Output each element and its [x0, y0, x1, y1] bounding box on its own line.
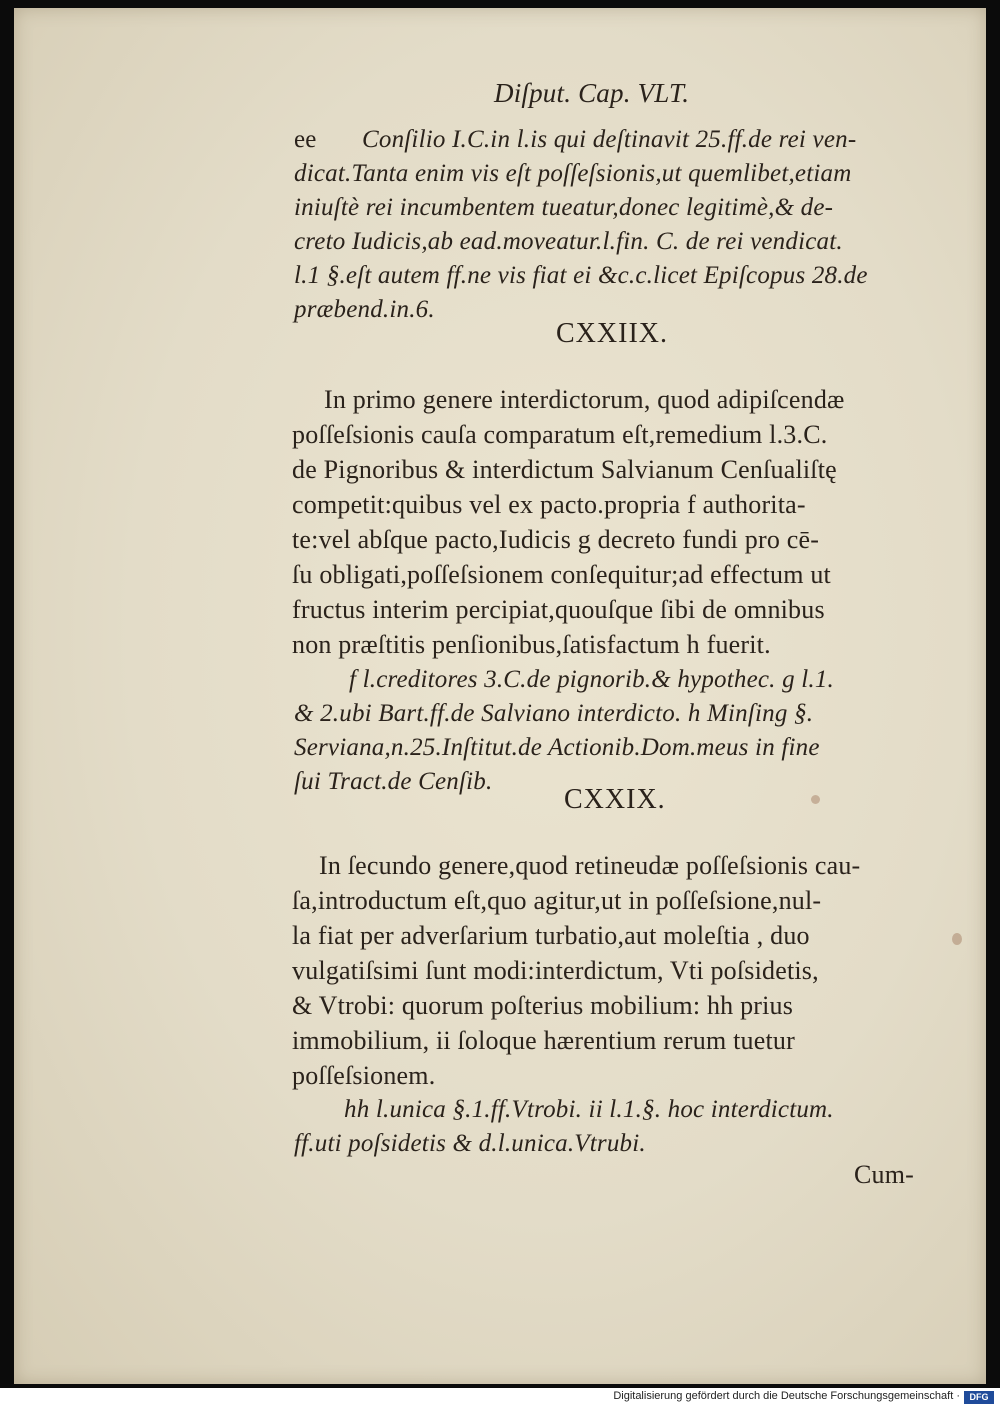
paper-stain [811, 795, 820, 804]
body-line: poſſeſsionis cauſa comparatum eſt,remedium l.3.C. [292, 420, 828, 449]
body-line: vulgatiſsimi ſunt modi:interdictum, Vti poſsidetis, [292, 956, 819, 985]
body-line: ſa,introductum eſt,quo agitur,ut in poſſeſsione,nul- [292, 886, 822, 915]
body-line: fructus interim percipiat,quouſque ſibi de omnibus [292, 595, 825, 624]
section-number: CXXIIX. [556, 318, 668, 349]
note-line: l.1 §.eſt autem ff.ne vis fiat ei &c.c.licet Epiſcopus 28.de [294, 262, 868, 289]
catchword: Cum- [854, 1160, 915, 1189]
footnote-line: ff.uti poſsidetis & d.l.unica.Vtrubi. [294, 1130, 646, 1157]
note-line: dicat.Tanta enim vis eſt poſſeſsionis,ut quemlibet,etiam [294, 160, 852, 187]
body-line: competit:quibus vel ex pacto.propria f authorita- [292, 490, 806, 519]
paper-stain [952, 933, 962, 945]
body-line: & Vtrobi: quorum poſterius mobilium: hh prius [292, 991, 794, 1020]
note-line: præbend.in.6. [294, 296, 435, 323]
book-page [14, 8, 986, 1384]
note-line: creto Iudicis,ab ead.moveatur.l.fin. C. de rei vendicat. [294, 228, 843, 255]
body-line: de Pignoribus & interdictum Salvianum Cenſualiſtę [292, 455, 837, 484]
body-line: la fiat per adverſarium turbatio,aut moleſtia , duo [292, 921, 810, 950]
note-marker: ee [294, 126, 317, 153]
footnote-line: Serviana,n.25.Inſtitut.de Actionib.Dom.meus in fine [294, 734, 820, 761]
body-line: non præſtitis penſionibus,ſatisfactum h fuerit. [292, 630, 771, 659]
funding-credit: Digitalisierung gefördert durch die Deutsche Forschungsgemeinschaft · [613, 1390, 960, 1402]
body-line: In primo genere interdictorum, quod adipiſcendæ [324, 385, 845, 414]
body-line: te:vel abſque pacto,Iudicis g decreto fundi pro cē- [292, 525, 820, 554]
note-line: iniuſtè rei incumbentem tueatur,donec legitimè,& de- [294, 194, 834, 221]
footnote-line: & 2.ubi Bart.ff.de Salviano interdicto. h Minſing §. [294, 700, 814, 727]
body-line: ſu obligati,poſſeſsionem conſequitur;ad effectum ut [292, 560, 831, 589]
footnote-line: ſui Tract.de Cenſib. [294, 768, 493, 795]
body-line: poſſeſsionem. [292, 1061, 436, 1090]
body-line: In ſecundo genere,quod retineudæ poſſeſsionis cau- [319, 851, 861, 880]
footnote-line: f l.creditores 3.C.de pignorib.& hypothec. g l.1. [349, 666, 834, 693]
dfg-logo: DFG [964, 1391, 994, 1404]
running-head: Diſput. Cap. VLT. [494, 78, 690, 108]
body-line: immobilium, ii ſoloque hærentium rerum tuetur [292, 1026, 795, 1055]
footer-bar [0, 1388, 1000, 1407]
section-number: CXXIX. [564, 784, 666, 815]
footnote-line: hh l.unica §.1.ff.Vtrobi. ii l.1.§. hoc interdictum. [344, 1096, 834, 1123]
note-line: Conſilio I.C.in l.is qui deſtinavit 25.ff.de rei ven- [362, 126, 857, 153]
